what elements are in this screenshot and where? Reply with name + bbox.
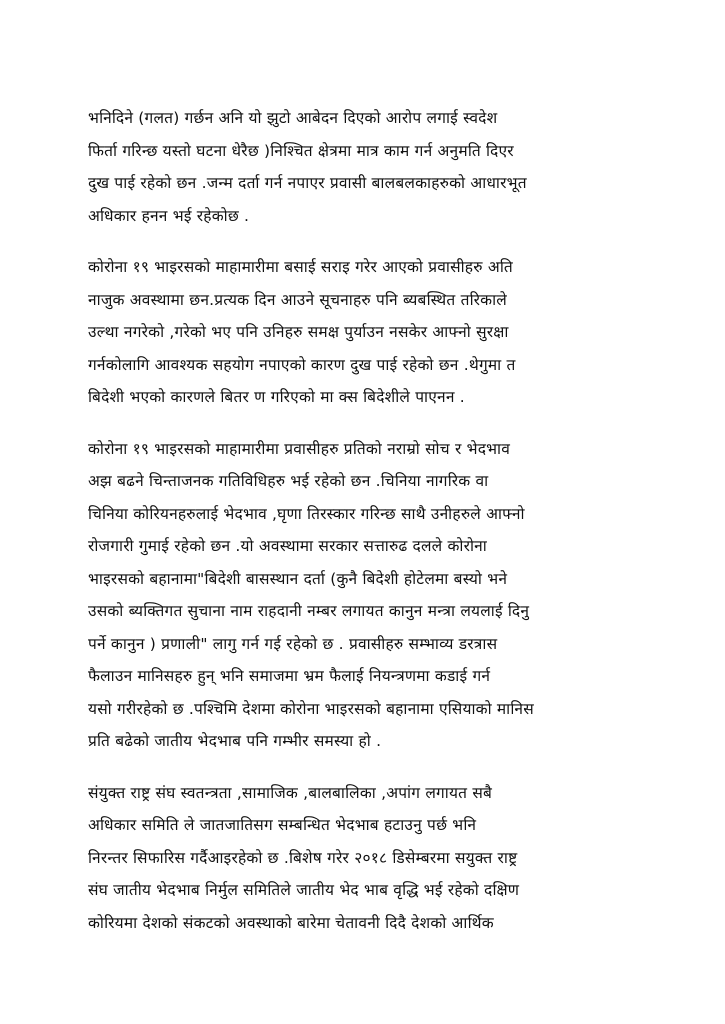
text-line: रोजगारी गुमाई रहेको छन .यो अवस्थामा सरकार सत्तारुढ दलले कोरोना	[88, 537, 487, 555]
text-line: प्रति बढेको जातीय भेदभाब पनि गम्भीर समस्या हो .	[88, 732, 382, 750]
text-line: गर्नकोलागि आवश्यक सहयोग नपाएको कारण दुख पाई रहेको छन .थेगुमा त	[88, 355, 516, 374]
text-line: संघ जातीय भेदभाब निर्मुल समितिले जातीय भेद भाब वृद्धि भई रहेको दक्षिण	[88, 881, 520, 899]
paragraph-un-committee	[88, 777, 656, 940]
text-line: निरन्तर सिफारिस गर्दैआइरहेको छ .बिशेष गरेर २०१८ डिसेम्बरमा सयुक्त राष्ट्र	[88, 848, 518, 867]
text-line: चिनिया कोरियनहरुलाई भेदभाव ,घृणा तिरस्कार गरिन्छ साथै उनीहरुले आफ्नो	[88, 504, 525, 523]
paragraph-corona-migrants	[88, 251, 656, 414]
text-line: नाजुक अवस्थामा छन.प्रत्यक दिन आउने सूचनाहरु पनि ब्यबस्थित तरिकाले	[88, 290, 507, 309]
text-line: पर्ने कानुन ) प्रणाली" लागु गर्न गई रहेको छ . प्रवासीहरु सम्भाव्य डरत्रास	[88, 634, 498, 653]
text-line: यसो गरीरहेको छ .पश्चिमि देशमा कोरोना भाइरसको बहानामा एसियाको मानिस	[88, 699, 534, 718]
text-line: संयुक्त राष्ट्र संघ स्वतन्त्रता ,सामाजिक ,बालबालिका ,अपांग लगायत सबै	[88, 783, 493, 802]
text-line: बिदेशी भएको कारणले बितर ण गरिएको मा क्स बिदेशीले पाएनन .	[88, 388, 465, 406]
document-body	[88, 102, 656, 958]
text-line: भाइरसको बहानामा"बिदेशी बासस्थान दर्ता (कुनै बिदेशी होटेलमा बस्यो भने	[88, 569, 508, 588]
text-line: फिर्ता गरिन्छ यस्तो घटना धेरैछ )निश्चित क्षेत्रमा मात्र काम गर्न अनुमति दिएर	[88, 141, 514, 160]
text-line: कोरोना १९ भाइरसको माहामारीमा प्रवासीहरु प्रतिको नराम्रो सोच र भेदभाव	[88, 439, 511, 458]
text-line: उल्था नगरेको ,गरेको भए पनि उनिहरु समक्ष पुर्याउन नसकेर आफ्नो सुरक्षा	[88, 323, 509, 341]
text-line: भनिदिने (गलत) गर्छन अनि यो झुटो आबेदन दिएको आरोप लगाई स्वदेश	[88, 109, 498, 127]
text-line: अधिकार समिति ले जातजातिसग सम्बन्धित भेदभाब हटाउनु पर्छ भनि	[88, 816, 477, 834]
text-line: उसको ब्यक्तिगत सुचाना नाम राहदानी नम्बर लगायत कानुन मन्त्रा लयलाई दिनु	[88, 602, 530, 620]
text-line: कोरोना १९ भाइरसको माहामारीमा बसाई सराइ गरेर आएको प्रवासीहरु अति	[88, 258, 513, 276]
text-line: कोरियमा देशको संकटको अवस्थाको बारेमा चेतावनी दिदै देशको आर्थिक	[88, 913, 494, 932]
text-line: अझ बढने चिन्ताजनक गतिविधिहरु भई रहेको छन .चिनिया नागरिक वा	[88, 472, 489, 490]
text-line: फैलाउन मानिसहरु हुन् भनि समाजमा भ्रम फैलाई नियन्त्रणमा कडाई गर्न	[88, 667, 491, 685]
text-line: अधिकार हनन भई रहेकोछ .	[88, 206, 250, 225]
paragraph-corona-discrimination	[88, 433, 656, 758]
paragraph-discrimination-intro	[88, 102, 656, 232]
text-line: दुख पाई रहेको छन .जन्म दर्ता गर्न नपाएर प्रवासी बालबलकाहरुको आधारभूत	[88, 174, 527, 192]
